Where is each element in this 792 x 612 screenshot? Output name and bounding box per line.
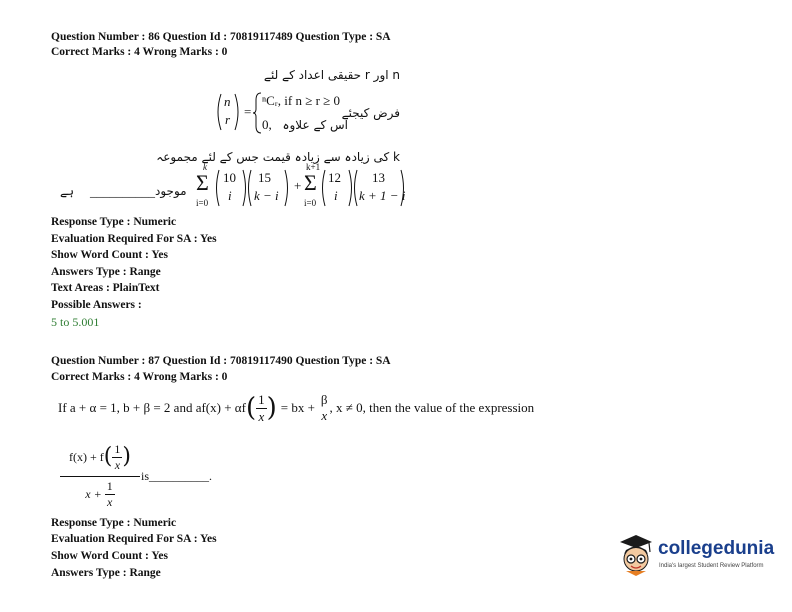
sum2-upper: k+1 — [306, 162, 321, 172]
binomial-bottom: r — [225, 112, 231, 127]
q87-marks: Correct Marks : 4 Wrong Marks : 0 — [51, 371, 228, 383]
q87-is-blank: is__________. — [141, 469, 213, 483]
q86-word-count: Show Word Count : Yes — [51, 249, 168, 261]
sum2-sigma: Σ — [304, 170, 317, 195]
sum1-lower: i=0 — [196, 198, 209, 208]
q87-stmt-part1: If a + α = 1, b + β = 2 and af(x) + αf — [58, 400, 246, 415]
q87-answers-type: Answers Type : Range — [51, 567, 161, 579]
sum1-upper: k — [203, 162, 207, 172]
q86-urdu-assume: فرض کیجئے — [341, 106, 400, 120]
collegedunia-logo — [616, 532, 776, 578]
mascot-icon — [616, 532, 656, 578]
q86-case2: 0, — [262, 117, 272, 132]
t1-top: 10 — [223, 170, 236, 185]
sum2-lower: i=0 — [304, 198, 317, 208]
q86-urdu-mojood: موجود — [155, 184, 187, 198]
q86-header: Question Number : 86 Question Id : 70819117489 Question Type : SA — [51, 31, 391, 43]
q87-stmt-part3: , x ≠ 0, then the value of the expression — [329, 400, 535, 415]
logo-tagline: India's largest Student Review Platform — [659, 563, 764, 569]
t1-bot: i — [228, 188, 232, 203]
q87-evaluation: Evaluation Required For SA : Yes — [51, 533, 217, 545]
t4-top: 13 — [372, 170, 385, 185]
q87-response-type: Response Type : Numeric — [51, 517, 177, 529]
q87-expression — [60, 440, 140, 511]
binomial-top: n — [224, 94, 231, 109]
q87-word-count: Show Word Count : Yes — [51, 550, 168, 562]
logo-name: collegedunia — [658, 538, 775, 559]
q87-stmt-part2: = bx + — [280, 400, 315, 415]
q87-frac-beta-over-x: β x — [320, 392, 328, 423]
q86-evaluation: Evaluation Required For SA : Yes — [51, 233, 217, 245]
q87-expr-denominator: x + $\frac{1}{x}$ — [85, 478, 113, 509]
q86-response-type: Response Type : Numeric — [51, 216, 177, 228]
q86-urdu-line2: k کی زیادہ سے زیادہ قیمت جس کے لئے مجموعہ — [156, 150, 400, 164]
q86-urdu-line1: n اور r حقیقی اعداد کے لئے — [263, 68, 400, 82]
q86-marks: Correct Marks : 4 Wrong Marks : 0 — [51, 46, 228, 58]
q87-expr-numerator: f(x) + f ( $\frac{1}{x}$ ) — [69, 441, 131, 472]
q86-answers-type: Answers Type : Range — [51, 266, 161, 278]
q86-case1: ⁿCᵣ, if n ≥ r ≥ 0 — [262, 93, 341, 108]
cases-brace — [252, 92, 262, 134]
q86-sum-expression — [196, 162, 406, 210]
q87-statement: If a + α = 1, b + β = 2 and af(x) + αf ( $\frac{1}{x}$ ) = bx + β x , x ≠ 0, then the value of the expression — [58, 391, 535, 424]
q87-frac-1-over-x: $\frac{1}{x}$ — [258, 391, 265, 424]
t2-bot: k − i — [254, 188, 279, 203]
q86-equals: = — [244, 104, 252, 119]
plus-sign: + — [294, 178, 302, 193]
q86-possible-answers: Possible Answers : — [51, 299, 142, 311]
q86-answer: 5 to 5.001 — [51, 315, 100, 329]
t3-bot: i — [334, 188, 338, 203]
q87-header: Question Number : 87 Question Id : 70819117490 Question Type : SA — [51, 355, 391, 367]
q86-blank: __________ — [90, 184, 155, 199]
q86-urdu-otherwise: اس کے علاوہ — [282, 118, 348, 132]
q86-urdu-hai: ہے — [60, 184, 75, 198]
t3-top: 12 — [328, 170, 341, 185]
sum1-sigma: Σ — [196, 170, 209, 195]
q86-binomial — [214, 92, 242, 132]
q86-text-areas: Text Areas : PlainText — [51, 282, 160, 294]
t2-top: 15 — [258, 170, 271, 185]
t4-bot: k + 1 − i — [359, 188, 406, 203]
